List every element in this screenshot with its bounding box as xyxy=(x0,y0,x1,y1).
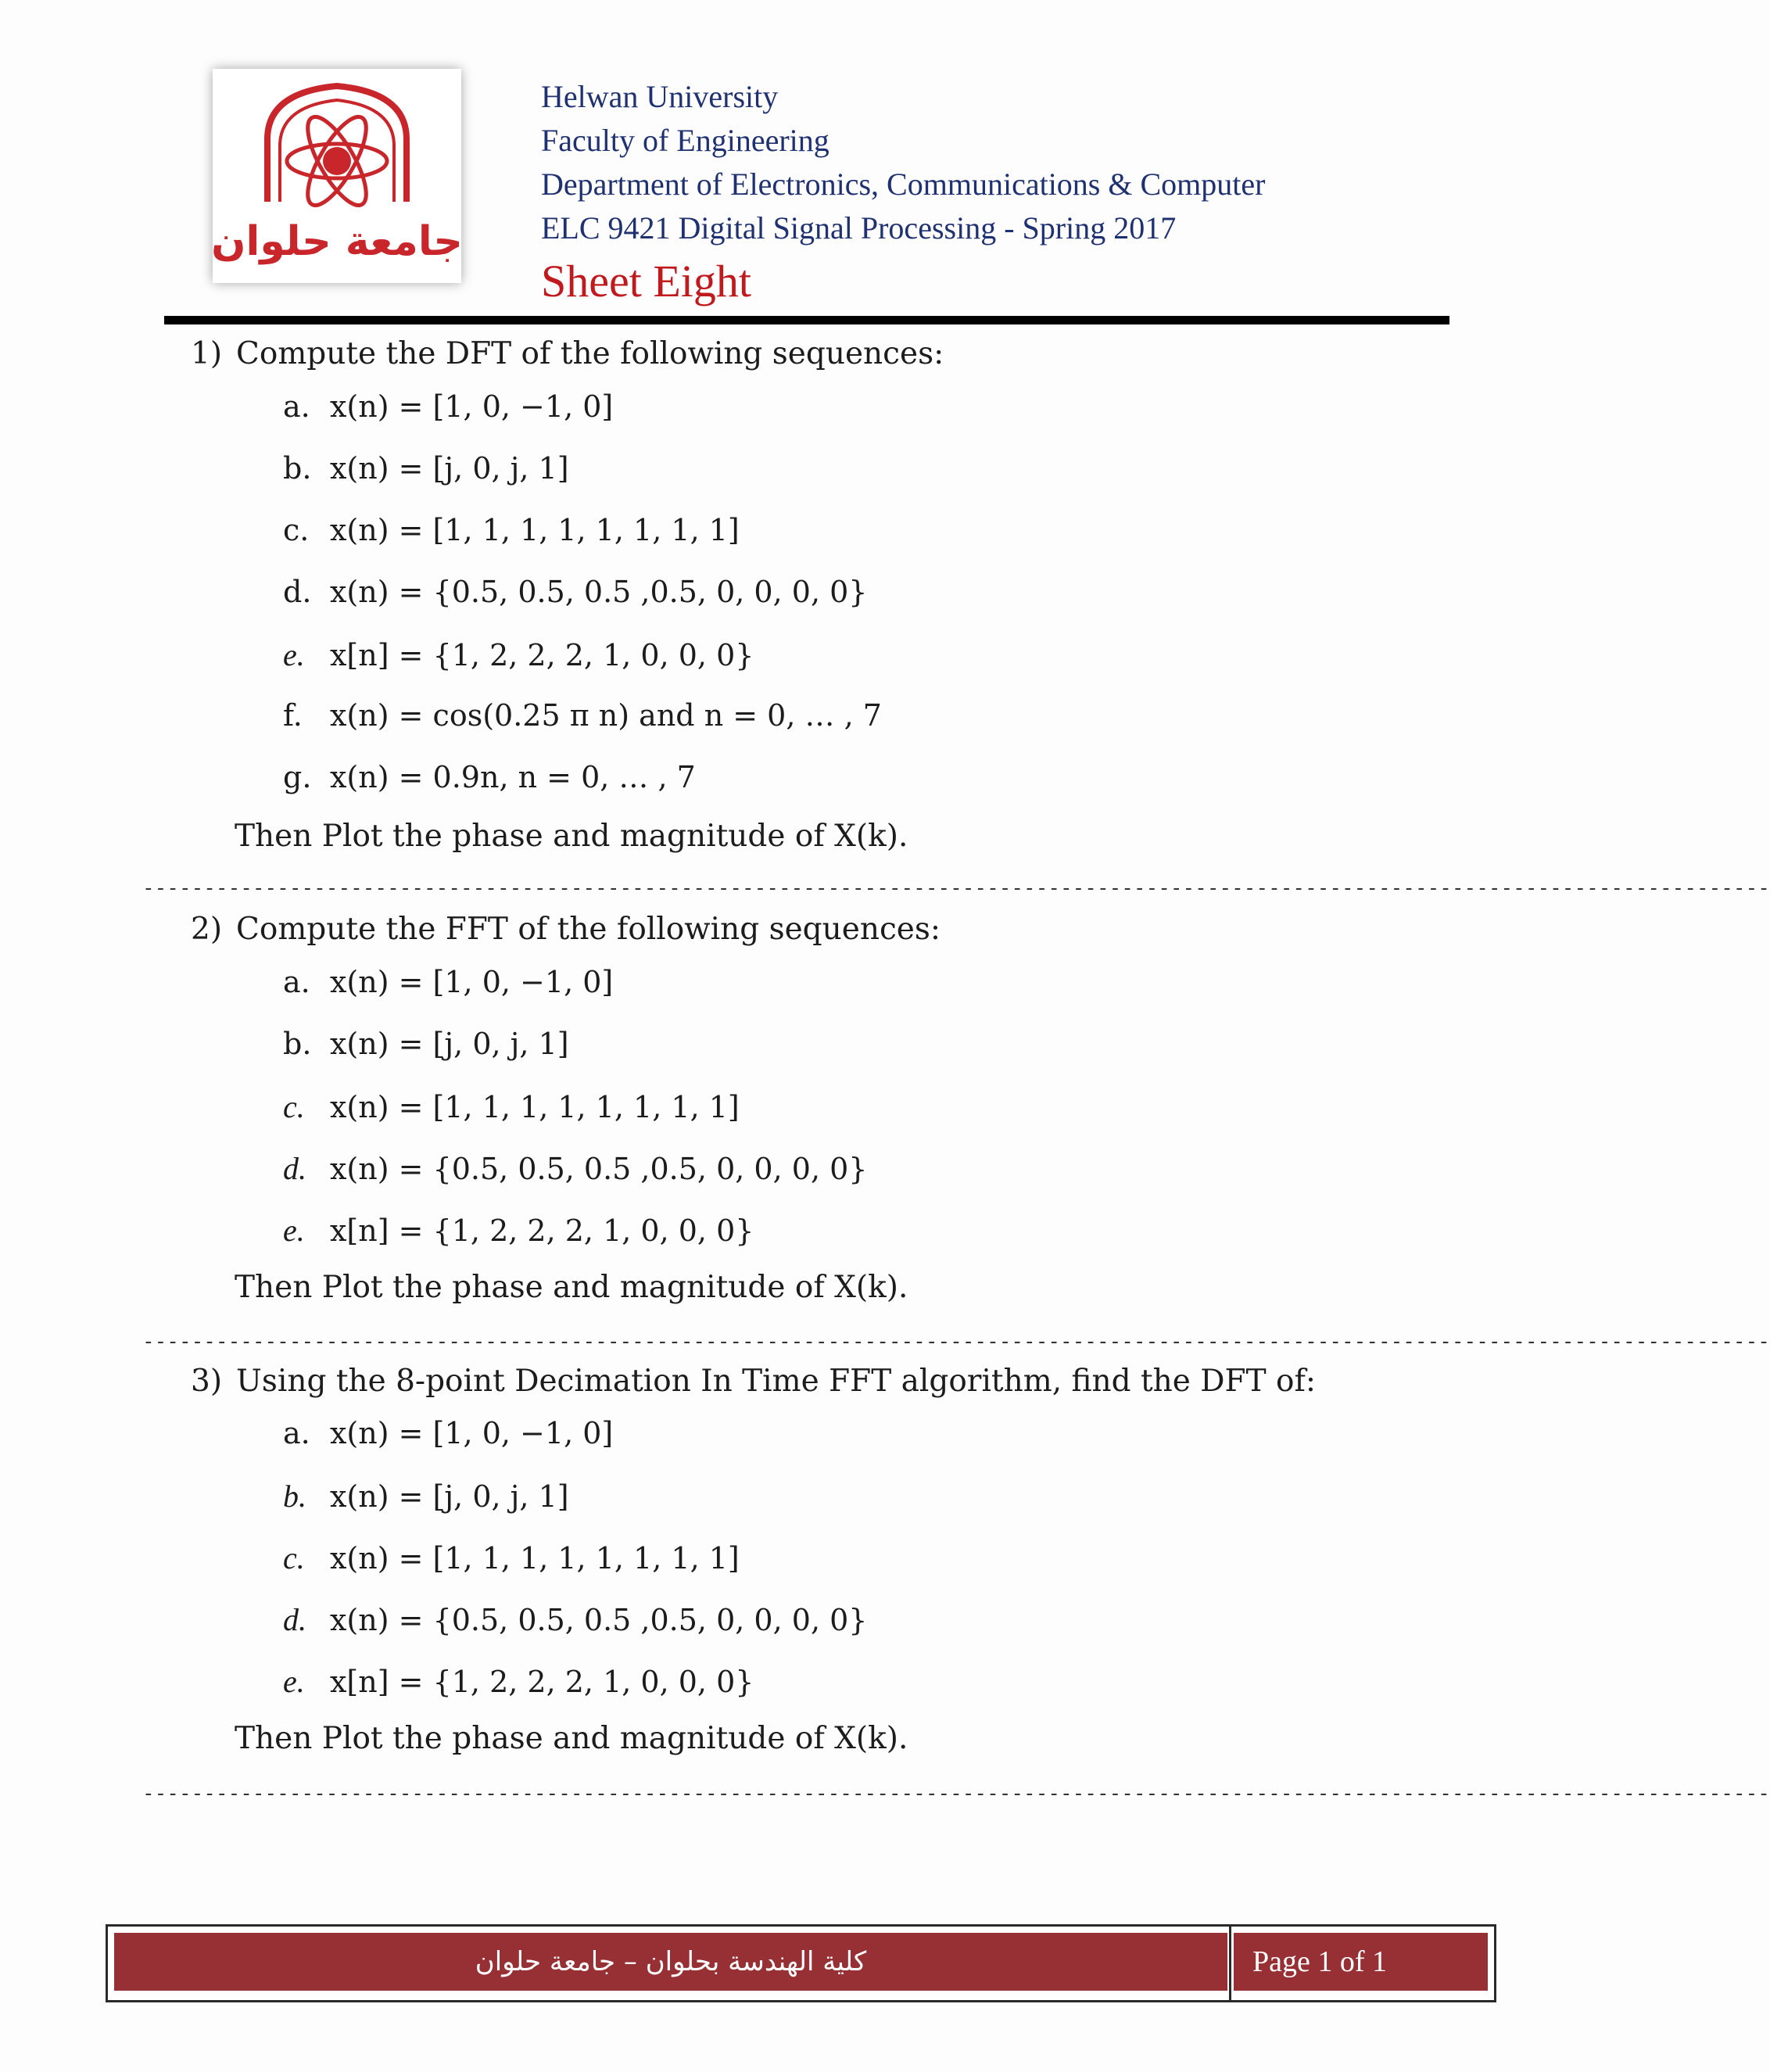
plot-instruction: Then Plot the phase and magnitude of X(k). xyxy=(235,1270,908,1305)
department-name: Department of Electronics, Communications & Computer xyxy=(541,167,1266,202)
question-item: d. x(n) = {0.5, 0.5, 0.5 ,0.5, 0, 0, 0, 0} xyxy=(283,1602,868,1637)
university-logo xyxy=(213,69,461,283)
question-item: c. x(n) = [1, 1, 1, 1, 1, 1, 1, 1] xyxy=(283,513,740,547)
question-item: a. x(n) = [1, 0, −1, 0] xyxy=(283,1416,614,1450)
question-item: g. x(n) = 0.9n, n = 0, … , 7 xyxy=(283,760,696,794)
question-item: e. x[n] = {1, 2, 2, 2, 1, 0, 0, 0} xyxy=(283,1664,754,1699)
question-prompt: Compute the FFT of the following sequences: xyxy=(236,912,941,947)
question-number: 2) xyxy=(191,912,223,947)
question-prompt: Using the 8-point Decimation In Time FFT algorithm, find the DFT of: xyxy=(236,1364,1317,1399)
separator-line: ------------------------------------------------------------------------------------------------------------------------------------- xyxy=(142,1782,1770,1805)
question-item: d. x(n) = {0.5, 0.5, 0.5 ,0.5, 0, 0, 0, 0} xyxy=(283,575,868,609)
question-3 xyxy=(191,1364,1316,1399)
question-item: e. x[n] = {1, 2, 2, 2, 1, 0, 0, 0} xyxy=(283,1213,754,1248)
question-item: e. x[n] = {1, 2, 2, 2, 1, 0, 0, 0} xyxy=(283,637,754,672)
plot-instruction: Then Plot the phase and magnitude of X(k). xyxy=(235,1721,908,1756)
question-item: f. x(n) = cos(0.25 π n) and n = 0, … , 7 xyxy=(283,698,882,733)
course-name: ELC 9421 Digital Signal Processing - Spring 2017 xyxy=(541,210,1177,246)
header-rule xyxy=(164,316,1449,324)
question-number: 3) xyxy=(191,1364,223,1399)
document-header xyxy=(541,75,1265,311)
university-name: Helwan University xyxy=(541,79,779,114)
sheet-title: Sheet Eight xyxy=(541,256,752,306)
question-item: c. x(n) = [1, 1, 1, 1, 1, 1, 1, 1] xyxy=(283,1089,740,1124)
question-1 xyxy=(191,336,944,371)
question-item: b. x(n) = [j, 0, j, 1] xyxy=(283,451,569,486)
question-prompt: Compute the DFT of the following sequences: xyxy=(236,336,944,371)
plot-instruction: Then Plot the phase and magnitude of X(k). xyxy=(235,819,908,854)
separator-line: ------------------------------------------------------------------------------------------------------------------------------------- xyxy=(142,876,1770,900)
footer-arabic-text: كلية الهندسة بحلوان – جامعة حلوان xyxy=(114,1933,1227,1991)
faculty-name: Faculty of Engineering xyxy=(541,123,829,158)
question-item: a. x(n) = [1, 0, −1, 0] xyxy=(283,965,614,999)
question-item: b. x(n) = [j, 0, j, 1] xyxy=(283,1027,569,1061)
separator-line: ------------------------------------------------------------------------------------------------------------------------------------- xyxy=(142,1330,1770,1353)
question-2 xyxy=(191,912,941,947)
question-item: b. x(n) = [j, 0, j, 1] xyxy=(283,1479,569,1514)
question-item: a. x(n) = [1, 0, −1, 0] xyxy=(283,389,614,424)
logo-arabic-text: جامعة حلوان xyxy=(211,218,463,265)
footer-page-box xyxy=(1234,1933,1488,1991)
question-item: d. x(n) = {0.5, 0.5, 0.5 ,0.5, 0, 0, 0, 0} xyxy=(283,1151,868,1186)
footer-divider xyxy=(1229,1927,1231,2000)
page-number: Page 1 of 1 xyxy=(1252,1945,1388,1978)
question-item: c. x(n) = [1, 1, 1, 1, 1, 1, 1, 1] xyxy=(283,1540,740,1576)
question-number: 1) xyxy=(191,336,223,371)
page-footer xyxy=(106,1924,1496,2002)
